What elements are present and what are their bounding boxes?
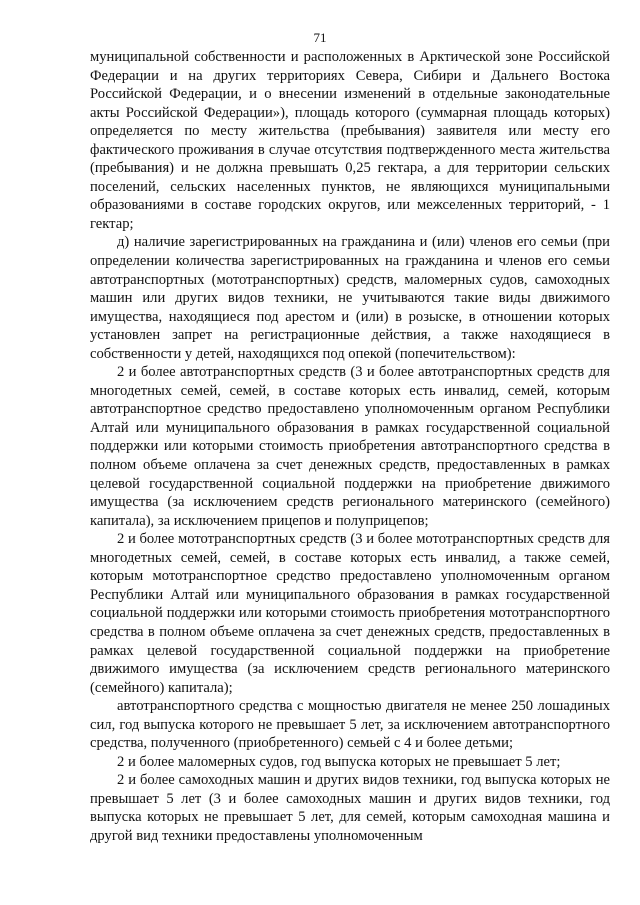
paragraph-small-vessels: 2 и более маломерных судов, год выпуска которых не превышает 5 лет; (117, 753, 561, 770)
document-body (90, 48, 610, 846)
paragraph-mototransport: 2 и более мототранспортных средств (3 и более мототранспортных средств для многодетных семей, семей, в составе которых есть инвалид, а также семей, которым мототранспортное средство предоставлено уполномоченным органом Республики Алтай или муниципального образования в рамках государственной социальной поддержки или которыми стоимость приобретения мототранспортного средства в полном объеме оплачена за счет денежных средств, предоставленных в рамках целевой государственной социальной поддержки на приобретение движимого имущества (за исключением средств регионального материнского (семейного) капитала); (90, 531, 610, 696)
paragraph-continuation: муниципальной собственности и расположенных в Арктической зоне Российской Федерации и на других территориях Севера, Сибири и Дальнего Востока Российской Федерации, и о внесении изменений в отдельные законодательные акты Российской Федерации»), площадь которого (суммарная площадь которых) определяется по месту жительства (пребывания) заявителя или месту его фактического проживания в случае отсутствия подтвержденного места жительства (пребывания) и не должна превышать 0,25 гектара, а для территории сельских поселений, сельских населенных пунктов, не являющихся муниципальными образованиями в составе городских округов, или межселенных территорий, - 1 гектар; (90, 49, 610, 232)
page-number: 71 (313, 30, 327, 45)
paragraph-autotransport: 2 и более автотранспортных средств (3 и более автотранспортных средств для многодетных семей, семей, в составе которых есть инвалид, семей, которым автотранспортное средство предоставлено уполномоченным органом Республики Алтай или муниципального образования в рамках государственной социальной поддержки или которыми стоимость приобретения автотранспортного средства в полном объеме оплачена за счет денежных средств, предоставленных в рамках целевой государственной социальной поддержки на приобретение движимого имущества (за исключением средств регионального материнского (семейного) капитала), за исключением прицепов и полуприцепов; (90, 364, 610, 529)
paragraph-item-d: д) наличие зарегистрированных на гражданина и (или) членов его семьи (при определении количества зарегистрированных на гражданина и членов его семьи автотранспортных (мототранспортных) средств, маломерных судов, самоходных машин или других видов техники, не учитываются такие виды движимого имущества, находящиеся под арестом и (или) в розыске, в отношении которых установлен запрет на регистрационные действия, а также находящиеся в собственности у детей, находящихся под опекой (попечительством): (90, 234, 610, 362)
paragraph-engine-power: автотранспортного средства с мощностью двигателя не менее 250 лошадиных сил, год выпуска которого не превышает 5 лет, за исключением автотранспортного средства, полученного (приобретенного) семьей с 4 и более детьми; (90, 698, 610, 752)
paragraph-self-propelled: 2 и более самоходных машин и других видов техники, год выпуска которых не превышает 5 лет (3 и более самоходных машин и других видов техники, год выпуска которых не превышает 5 лет, для семей, которым самоходная машина и другой вид техники предоставлены уполномоченным (90, 772, 610, 844)
